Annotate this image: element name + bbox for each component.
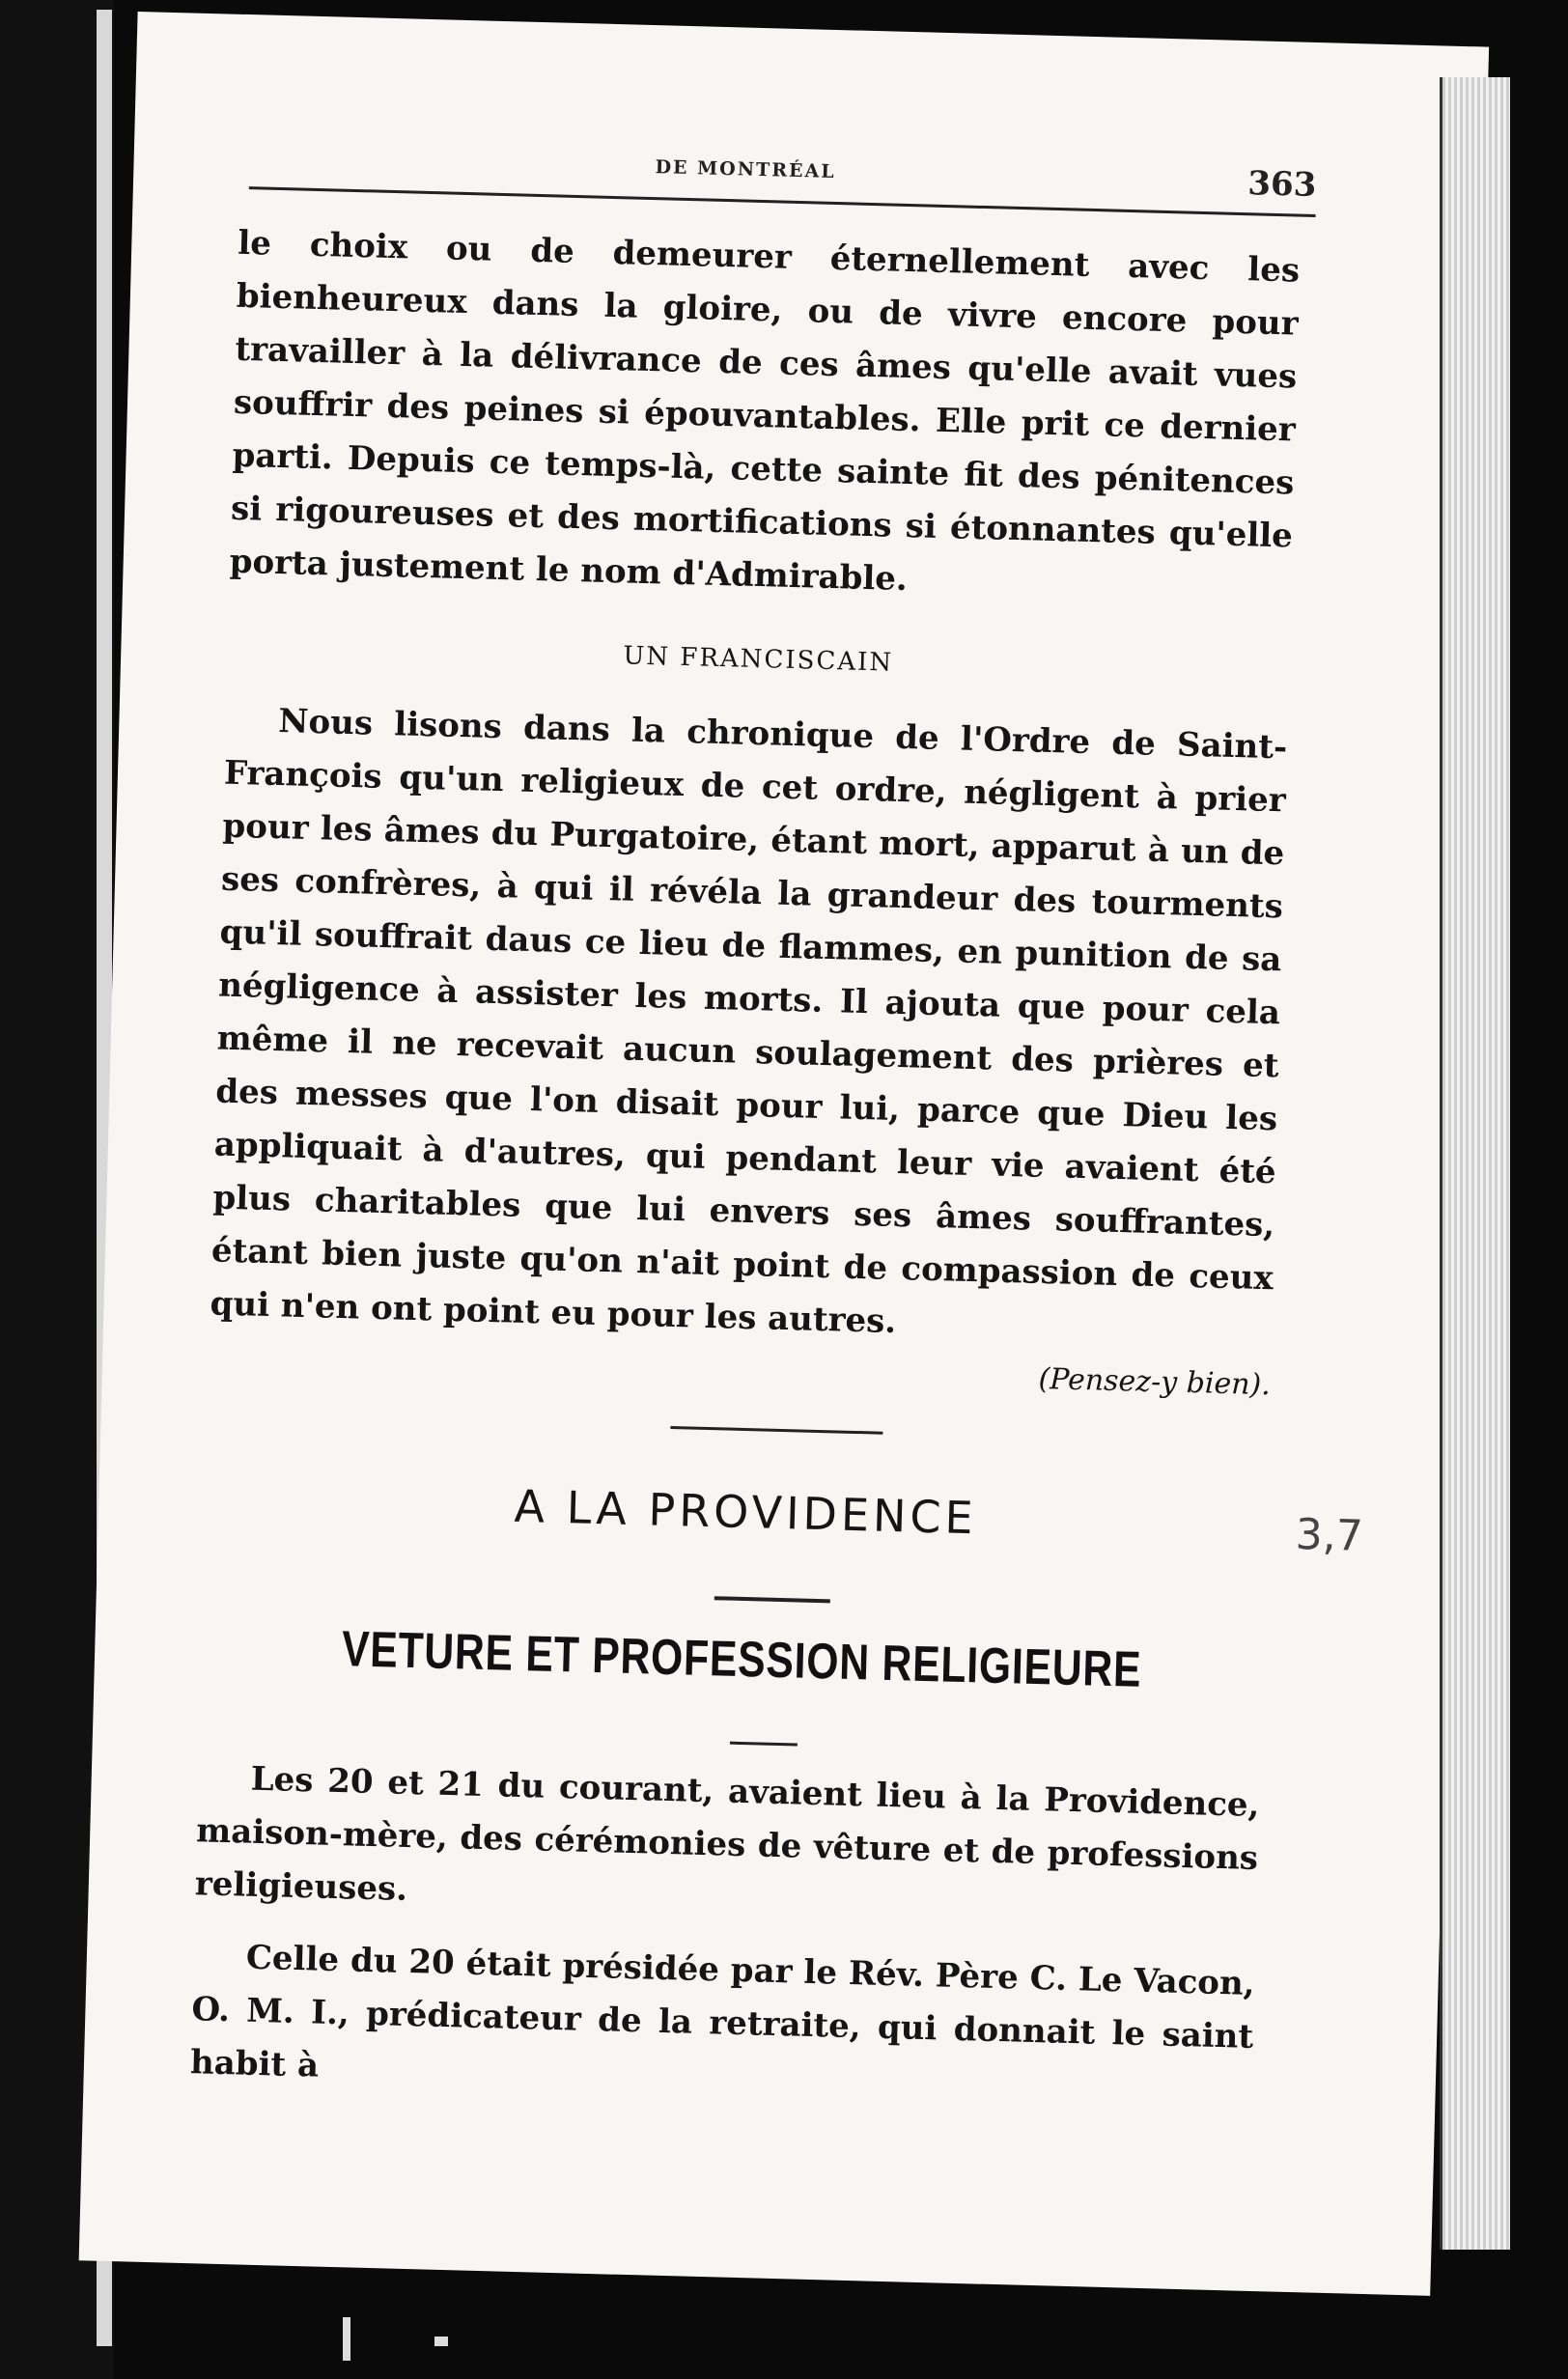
handwritten-margin-note: 3,7 <box>1295 1509 1364 1561</box>
paragraph-ceremonies: Les 20 et 21 du courant, avaient lieu à la Providence, maison-mère, des cérémonies de vêture et de professions religieuses. <box>194 1759 1260 1909</box>
title-divider <box>714 1596 830 1603</box>
book-page-edges <box>1440 77 1510 2250</box>
lower-text-block <box>189 1751 1260 2117</box>
title-providence: A LA PROVIDENCE <box>514 1479 978 1545</box>
title-veture: VETURE ET PROFESSION RELIGIEURE <box>341 1621 1143 1698</box>
header-rule <box>249 186 1316 217</box>
paragraph-continuation: le choix ou de demeurer éternellement avec les bienheureux dans la gloire, ou de vivre encore pour travailler à la délivrance de ces âmes qu'elle avait vues souffrir des peines si épouvantables. Elle prit ce dernier parti. Depuis ce temps-là, cette sainte fit des pénitences si rigoureuses et des mortifications si étonnantes qu'elle porta justement le nom d'Admirable. <box>229 223 1301 600</box>
paragraph-franciscain: Nous lisons dans la chronique de l'Ordre de Saint-François qu'un religieux de cet ordre, négligent à prier pour les âmes du Purgatoire, étant mort, apparut à un de ses confrères, à qui il révéla la grandeur des tourments qu'il souffrait daus ce lieu de flammes, en punition de sa négligence à assister les morts. Il ajouta que pour cela même il ne recevait aucun soulagement des prières et des messes que l'on disait pour lui, parce que Dieu les appliquait à d'autres, qui pendant leur vie avaient été plus charitables que lui envers ses âmes souffrantes, étant bien juste qu'on n'ait point de compassion de ceux qui n'en ont point eu pour les autres. <box>210 702 1288 1342</box>
book-page <box>79 12 1490 2296</box>
running-head: DE MONTRÉAL <box>655 156 836 182</box>
scan-bottom-marks <box>338 2308 724 2365</box>
paragraph-celebrant: Celle du 20 était présidée par le Rév. Père C. Le Vacon, O. M. I., prédicateur de la retraite, qui donnait le saint habit à <box>189 1938 1256 2085</box>
page-header <box>249 119 1317 205</box>
small-divider <box>730 1742 798 1747</box>
section-heading: UN FRANCISCAIN <box>623 641 894 678</box>
page-number: 363 <box>1246 164 1317 206</box>
source-signature: (Pensez-y bien). <box>1038 1361 1272 1403</box>
section-divider <box>670 1426 882 1435</box>
upper-text-block <box>208 217 1300 1412</box>
